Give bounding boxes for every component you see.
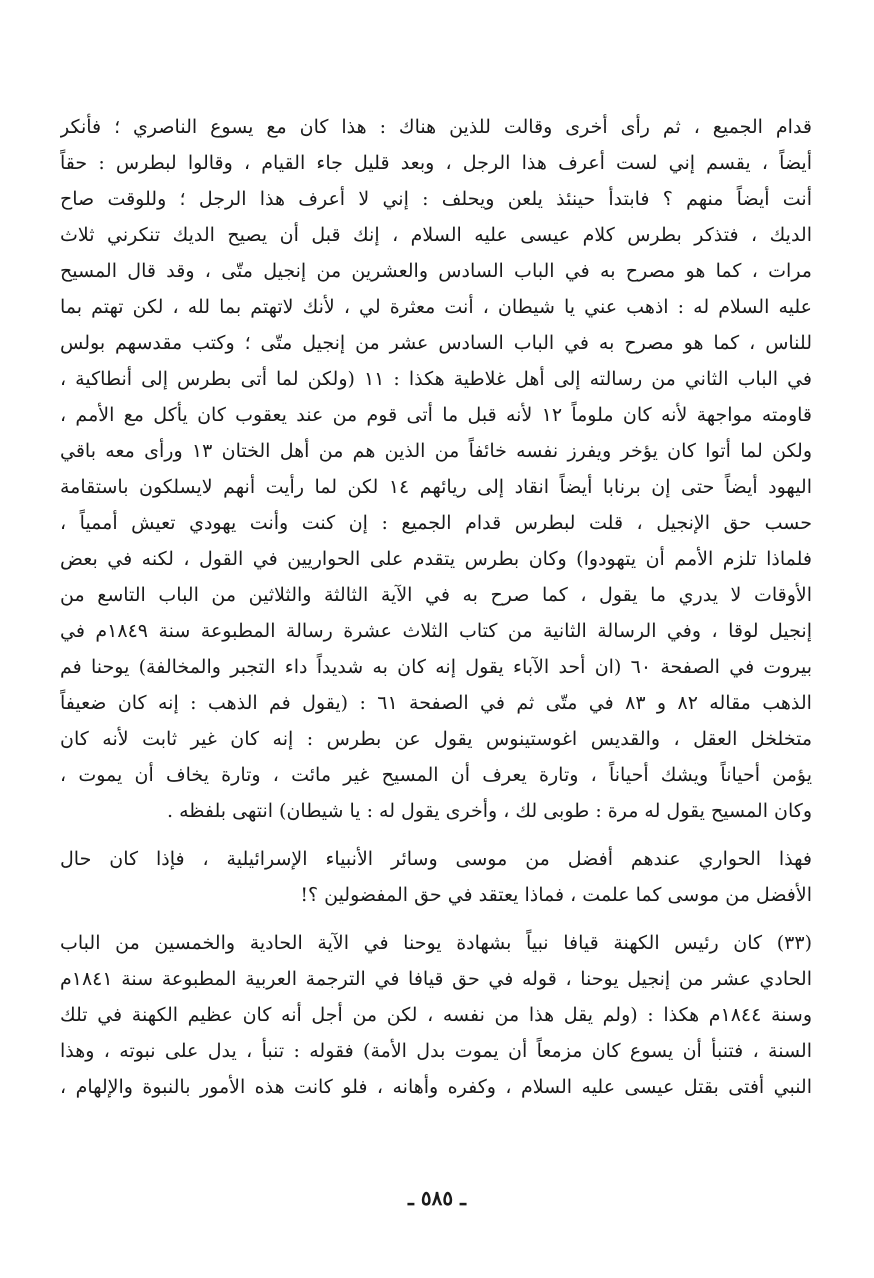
text-line: (٣٣) كان رئيس الكهنة قيافا نبياً بشهادة يوحنا في الآية الحادية والخمسين من الباب (60, 932, 812, 954)
text-line: الحادي عشر من إنجيل يوحنا ، قوله في حق قيافا في الترجمة العربية المطبوعة سنة ١٨٤١م (60, 968, 812, 990)
text-line: في الباب الثاني من رسالته إلى أهل غلاطية هكذا : ١١ (ولكن لما أتى بطرس إلى أنطاكية ، (60, 368, 812, 390)
text-line: إنجيل لوقا ، وفي الرسالة الثانية من كتاب الثلاث عشرة رسالة المطبوعة سنة ١٨٤٩م في (60, 620, 812, 642)
text-line: الأفضل من موسى كما علمت ، فماذا يعتقد في حق المفضولين ؟! (300, 884, 812, 906)
text-line: الأوقات لا يدري ما يقول ، كما صرح به في الآية الثالثة والثلاثين من الباب التاسع من (60, 584, 812, 606)
text-line: الذهب مقاله ٨٢ و ٨٣ في متّى ثم في الصفحة ٦١ : (يقول فم الذهب : إنه كان ضعيفاً (60, 692, 812, 714)
text-line: بيروت في الصفحة ٦٠ (ان أحد الآباء يقول إنه كان به شديداً داء التجبر والمخالفة) يوحنا فم (60, 656, 812, 678)
text-line: متخلخل العقل ، والقديس اغوستينوس يقول عن بطرس : إنه كان غير ثابت لأنه كان (60, 728, 812, 750)
text-line: يؤمن أحياناً ويشك أحياناً ، وتارة يعرف أن المسيح غير مائت ، وتارة يخاف أن يموت ، (60, 764, 812, 786)
text-line: مرات ، كما هو مصرح به في الباب السادس والعشرين من إنجيل متّى ، وقد قال المسيح (60, 260, 812, 282)
text-line: وسنة ١٨٤٤م هكذا : (ولم يقل هذا من نفسه ، لكن من أجل أنه كان عظيم الكهنة في تلك (60, 1004, 812, 1026)
text-line: اليهود أيضاً حتى إن برنابا أيضاً انقاد إلى ريائهم ١٤ لكن لما رأيت أنهم لايسلكون باستقامة (60, 476, 812, 498)
text-line: الديك ، فتذكر بطرس كلام عيسى عليه السلام ، إنك قبل أن يصيح الديك تنكرني ثلاث (60, 224, 812, 246)
text-line: أنت أيضاً منهم ؟ فابتدأ حينئذ يلعن ويحلف : إني لا أعرف هذا الرجل ؛ وللوقت صاح (60, 188, 812, 210)
text-line: فلماذا تلزم الأمم أن يتهودوا) وكان بطرس يتقدم على الحواريين في القول ، لكنه في بعض (60, 548, 812, 570)
text-line: النبي أفتى بقتل عيسى عليه السلام ، وكفره وأهانه ، فلو كانت هذه الأمور بالنبوة والإلهام ، (60, 1076, 812, 1098)
text-line: ولكن لما أتوا كان يؤخر ويفرز نفسه خائفاً من الذين هم من أهل الختان ١٣ ورأى معه باقي (60, 440, 812, 462)
text-line: فهذا الحواري عندهم أفضل من موسى وسائر الأنبياء الإسرائيلية ، فإذا كان حال (60, 848, 812, 870)
page-body (0, 82, 874, 1182)
text-line: حسب حق الإنجيل ، قلت لبطرس قدام الجميع : إن كنت وأنت يهودي تعيش أممياً ، (60, 512, 812, 534)
text-line: أيضاً ، يقسم إني لست أعرف هذا الرجل ، وبعد قليل جاء القيام ، وقالوا لبطرس : حقاً (60, 152, 812, 174)
page-number: ـ ٥٨٥ ـ (408, 1186, 466, 1210)
text-line: السنة ، فتنبأ أن يسوع كان مزمعاً أن يموت بدل الأمة) فقوله : تنبأ ، يدل على نبوته ، وهذا (60, 1040, 812, 1062)
text-line: للناس ، كما هو مصرح به في الباب السادس عشر من إنجيل متّى ؛ وكتب مقدسهم بولس (60, 332, 812, 354)
text-line: قاومته مواجهة لأنه كان ملوماً ١٢ لأنه قبل ما أتى قوم من عند يعقوب كان يأكل مع الأمم ، (60, 404, 812, 426)
text-line: قدام الجميع ، ثم رأى أخرى وقالت للذين هناك : هذا كان مع يسوع الناصري ؛ فأنكر (60, 116, 812, 138)
text-line: عليه السلام له : اذهب عني يا شيطان ، أنت معثرة لي ، لأنك لاتهتم بما لله ، لكن تهتم بما (60, 296, 812, 318)
text-line: وكان المسيح يقول له مرة : طوبى لك ، وأخرى يقول له : يا شيطان) انتهى بلفظه . (167, 800, 812, 822)
